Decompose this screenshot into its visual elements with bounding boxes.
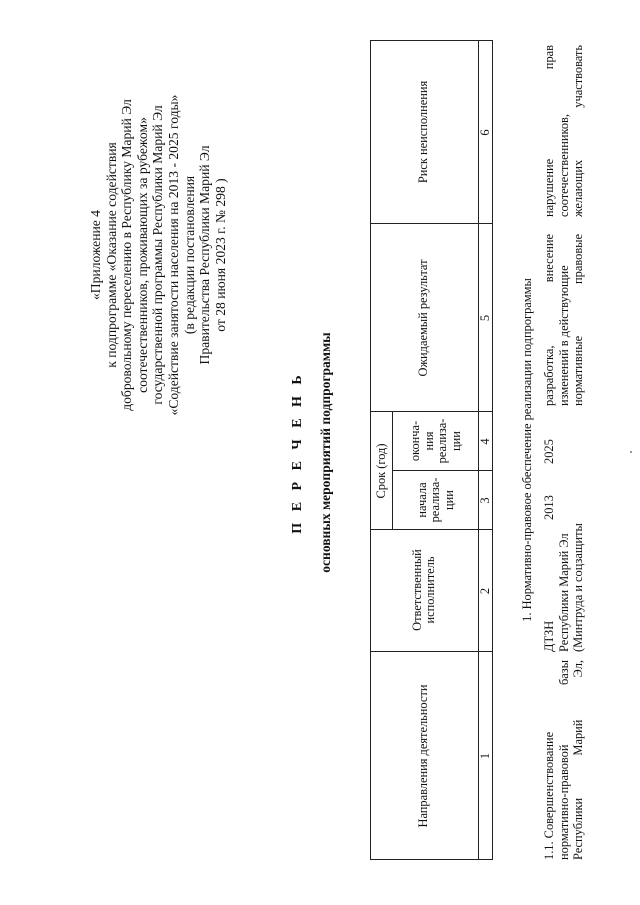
appendix-line: «Приложение 4	[88, 210, 103, 300]
word: правовые	[571, 234, 585, 284]
term-divider	[392, 412, 393, 530]
row-executor-line: (Минтруда и соцзащиты	[571, 523, 585, 652]
col-number: 6	[478, 129, 492, 136]
row-risk-line	[571, 45, 586, 217]
row-risk	[542, 45, 586, 217]
word: внесение	[542, 234, 556, 283]
row-result	[542, 234, 586, 406]
word: желающих	[571, 159, 585, 217]
word: Марий	[571, 719, 585, 756]
header-start: начала реализа- ции	[414, 477, 456, 523]
table-border-top	[370, 40, 371, 860]
scan-speck	[630, 451, 632, 453]
row-direction-line	[571, 660, 586, 860]
appendix-line: от 28 июня 2023 г. № 298 )	[212, 178, 228, 332]
appendix-line: добровольному переселению в Республику Марий Эл	[119, 99, 135, 411]
appendix-header	[88, 35, 228, 475]
section-title: 1. Нормативно-правовое обеспечение реализации подпрограммы	[520, 278, 534, 622]
table-border-right	[370, 40, 492, 41]
appendix-line: «Содействие занятости населения на 2013 - 2025 годы»	[165, 94, 181, 416]
activities-table	[370, 40, 507, 860]
row-end-year: 2025	[542, 439, 556, 464]
word: участвовать	[571, 45, 585, 108]
word: нормативно-правовой	[556, 744, 571, 860]
row-direction	[542, 660, 586, 860]
word: Эл,	[571, 660, 585, 678]
row-result-line: изменений в действующие	[556, 265, 571, 406]
header-executor: Ответственный исполнитель	[409, 549, 437, 631]
column-divider	[370, 223, 492, 224]
col-number: 2	[478, 587, 492, 595]
header-direction: Направления деятельности	[416, 684, 431, 828]
appendix-line: соотечественников, проживающих за рубежом»	[134, 117, 150, 393]
col-number: 4	[478, 438, 492, 445]
column-divider	[392, 470, 492, 471]
word: разработка,	[542, 345, 556, 406]
col-number: 5	[478, 314, 492, 322]
row-result-line	[542, 234, 557, 406]
word: базы	[556, 660, 571, 686]
row-direction-line	[557, 660, 572, 860]
col-number: 1	[478, 752, 492, 760]
word: Республики	[571, 797, 585, 860]
row-executor-line: ДТЗН	[542, 620, 556, 652]
row-risk-line: соотечественников,	[556, 114, 571, 217]
word: нормативные	[571, 335, 585, 406]
col-number: 3	[478, 497, 492, 504]
document-subtitle: основных мероприятий подпрограммы	[318, 332, 333, 573]
word: прав	[542, 45, 556, 70]
row-executor	[542, 522, 586, 652]
header-end: оконча- ния реализа- ции	[408, 418, 463, 464]
header-risk: Риск неисполнения	[416, 80, 431, 184]
row-executor-line: Республики Марий Эл	[556, 533, 571, 652]
column-divider	[370, 651, 492, 652]
appendix-line: (в редакции постановления	[181, 175, 197, 335]
row-result-line	[571, 234, 586, 406]
row-direction-line: 1.1. Совершенствование	[542, 731, 556, 860]
row-risk-line	[542, 45, 557, 217]
appendix-line: Правительства Республики Марий Эл	[197, 145, 213, 365]
header-term: Срок (год)	[374, 443, 389, 499]
appendix-line: государственной программы Республики Марий Эл	[150, 105, 166, 405]
header-result: Ожидаемый результат	[416, 259, 431, 377]
table-border-left	[370, 859, 492, 860]
document-title: П Е Р Е Ч Е Н Ь	[290, 371, 305, 534]
row-start-year: 2013	[542, 495, 556, 520]
word: нарушение	[542, 158, 556, 217]
appendix-line: к подпрограмме «Оказание содействия	[103, 142, 119, 368]
